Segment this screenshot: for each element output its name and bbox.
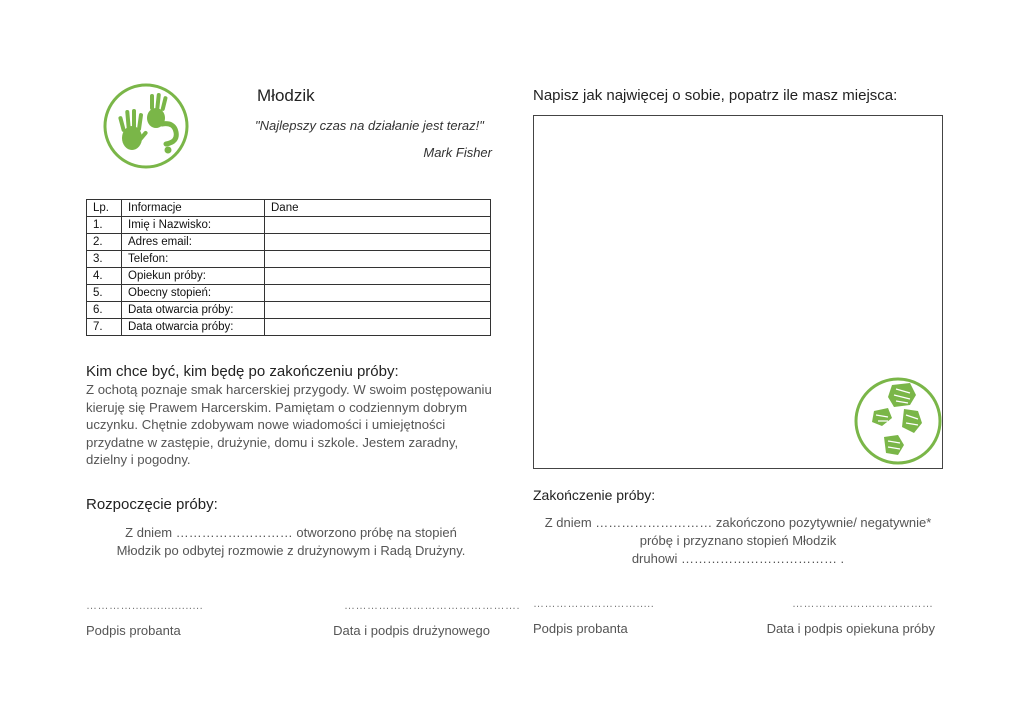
quote-author: Mark Fisher [423, 145, 492, 160]
table-row [87, 302, 491, 319]
motto-quote: "Najlepszy czas na działanie jest teraz!" [255, 118, 484, 133]
table-row [87, 251, 491, 268]
row-number: 7. [87, 319, 122, 336]
row-label: Adres email: [122, 234, 265, 251]
end-text [533, 514, 943, 568]
start-text [86, 524, 496, 560]
probant-signature-label: Podpis probanta [533, 621, 628, 636]
table-row [87, 234, 491, 251]
table-header-cell: Informacje [122, 200, 265, 217]
goal-text: Z ochotą poznaje smak harcerskiej przygody. W swoim postępowaniu kieruję się Prawem Harcerskim. Pamiętam o codziennym dobrym uczynku. Chętnie zdobywam nowe wiadomości i umiejętności przydatne w zastępie, drużynie, domu i szkole. Jestem zaradny, dzielny i pogodny. [86, 382, 492, 468]
goal-heading: Kim chce być, kim będę po zakończeniu próby: [86, 363, 399, 380]
table-header-row [87, 200, 491, 217]
start-line: Młodzik po odbytej rozmowie z drużynowym i Radą Drużyny. [116, 543, 466, 558]
row-number: 3. [87, 251, 122, 268]
row-number: 5. [87, 285, 122, 302]
row-value[interactable] [265, 319, 491, 336]
handprints-logo-icon [100, 80, 192, 172]
table-row [87, 268, 491, 285]
row-value[interactable] [265, 217, 491, 234]
row-value[interactable] [265, 268, 491, 285]
info-table [86, 199, 491, 336]
row-value[interactable] [265, 251, 491, 268]
leader-signature-line[interactable]: ………………………………………. [344, 600, 521, 612]
start-heading: Rozpoczęcie próby: [86, 496, 218, 513]
probant-signature-line[interactable]: ………….................... [86, 600, 204, 612]
table-row [87, 285, 491, 302]
row-number: 1. [87, 217, 122, 234]
mentor-signature-label: Data i podpis opiekuna próby [766, 621, 935, 636]
end-heading: Zakończenie próby: [533, 487, 656, 503]
end-line: druhowi ……………………………… . [631, 551, 845, 566]
end-line: Z dniem ……………………… zakończono pozytywnie/ negatywnie* [544, 515, 932, 530]
write-heading: Napisz jak najwięcej o sobie, popatrz ile masz miejsca: [533, 87, 898, 104]
mentor-signature-line[interactable]: ……………….……………… [792, 598, 934, 610]
table-header-cell: Dane [265, 200, 491, 217]
row-label: Opiekun próby: [122, 268, 265, 285]
table-row [87, 319, 491, 336]
row-label: Obecny stopień: [122, 285, 265, 302]
start-line: Z dniem ……………………… otworzono próbę na stopień [125, 525, 457, 540]
row-value[interactable] [265, 302, 491, 319]
row-label: Telefon: [122, 251, 265, 268]
probant-signature-label: Podpis probanta [86, 623, 181, 638]
leader-signature-label: Data i podpis drużynowego [333, 623, 490, 638]
probant-signature-line[interactable]: ………………………..... [533, 598, 655, 610]
row-label: Imię i Nazwisko: [122, 217, 265, 234]
page-title: Młodzik [257, 86, 315, 105]
row-number: 6. [87, 302, 122, 319]
table-row [87, 217, 491, 234]
table-header-cell: Lp. [87, 200, 122, 217]
row-value[interactable] [265, 285, 491, 302]
row-number: 4. [87, 268, 122, 285]
row-number: 2. [87, 234, 122, 251]
row-label: Data otwarcia próby: [122, 319, 265, 336]
footprints-logo-icon [852, 375, 944, 467]
row-value[interactable] [265, 234, 491, 251]
end-line: próbę i przyznano stopień Młodzik [639, 533, 837, 548]
row-label: Data otwarcia próby: [122, 302, 265, 319]
